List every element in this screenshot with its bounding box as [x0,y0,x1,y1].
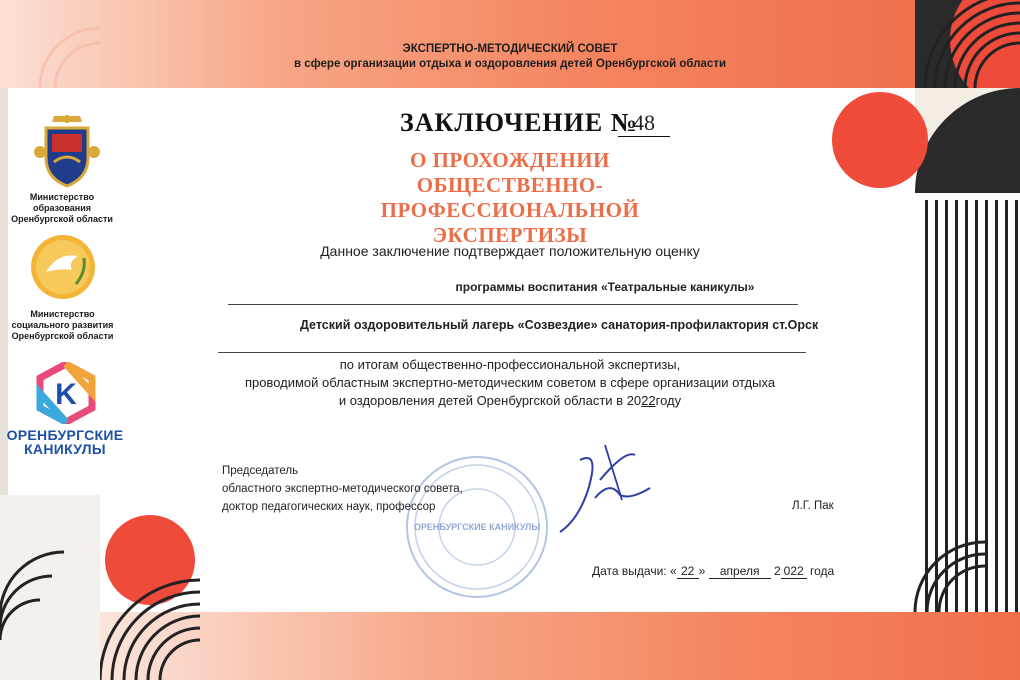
issue-day: 22 [677,564,699,579]
right-stripes [925,200,1018,612]
hexagon-k-icon [36,362,96,424]
signatory-line3: доктор педагогических наук, профессор [222,501,436,513]
issue-month: апреля [709,564,771,579]
camp-name: Детский оздоровительный лагерь «Созвездие» санатория-профилактория ст.Орск [300,318,819,332]
program-name: программы воспитания «Театральные каникулы» [455,280,755,294]
ministry-social-line2: социального развития [11,320,114,330]
program-underline [228,304,798,305]
orenburg-holidays-logo [36,362,96,429]
svg-text:K: K [55,378,77,411]
issue-label: Дата выдачи: « [592,564,677,578]
svg-text:ОРЕНБУРГСКИЕ КАНИКУЛЫ: ОРЕНБУРГСКИЕ КАНИКУЛЫ [413,522,541,532]
issue-year-prefix: 2 [774,564,781,578]
coat-of-arms-icon [32,112,102,190]
ministry-education-line1: Министерство образования [29,192,95,213]
issue-quote-close: » [698,564,706,578]
coat-of-arms [32,112,102,195]
bottom-left-arcs [100,580,200,680]
confirm-text: Данное заключение подтверждает положительную оценку [320,243,700,259]
conclusion-number: 48 [618,110,670,137]
conclusion-title-word: ЗАКЛЮЧЕНИЕ № [400,108,638,137]
orenburg-holidays-caption [0,428,130,456]
orenburg-holidays-line2: КАНИКУЛЫ [24,441,106,457]
ministry-social-logo [28,232,98,307]
signatory-line2: областного экспертно-методического совета, [222,483,463,495]
results-line1: по итогам общественно-профессиональной экспертизы, [339,357,681,372]
results-text [190,356,830,410]
results-line3 [190,392,830,410]
subtitle-line2: ОБЩЕСТВЕННО-ПРОФЕССИОНАЛЬНОЙ [380,173,640,222]
ministry-social-line3: Оренбургской области [11,331,114,341]
council-line2: в сфере организации отдыха и оздоровления детей Оренбургской области [293,58,727,70]
signature [540,440,680,540]
results-line3-suffix: году [655,393,682,408]
signatory-line1: Председатель [222,465,299,477]
ministry-social-caption [10,309,115,342]
council-header [250,42,770,72]
results-year: 22 [641,393,656,408]
subtitle-line1: О ПРОХОЖДЕНИИ [410,148,610,172]
issue-year-suffix: 022 [781,564,807,579]
results-line3-prefix: и оздоровления детей Оренбургской области в 20 [338,393,642,408]
bottom-left-circle [105,515,195,605]
issue-date [592,564,834,579]
stamp-text [414,522,541,532]
camp-underline [218,352,806,353]
orenburg-holidays-line1: ОРЕНБУРГСКИЕ [6,427,124,443]
ministry-social-line1: Министерство [30,309,95,319]
signatory-block [222,462,522,516]
conclusion-subtitle [300,148,720,248]
results-line2: проводимой областным экспертно-методическим советом в сфере организации отдыха [244,375,776,390]
signatory-name: Л.Г. Пак [792,500,834,512]
issue-year-word: года [810,564,835,578]
conclusion-title [360,108,700,140]
title-circle [832,92,928,188]
dove-emblem-icon [28,232,98,302]
subtitle-line3: ЭКСПЕРТИЗЫ [432,223,588,247]
council-line1: ЭКСПЕРТНО-МЕТОДИЧЕСКИЙ СОВЕТ [402,43,618,55]
ministry-education-caption [2,192,122,225]
ministry-education-line2: Оренбургской области [11,214,113,224]
